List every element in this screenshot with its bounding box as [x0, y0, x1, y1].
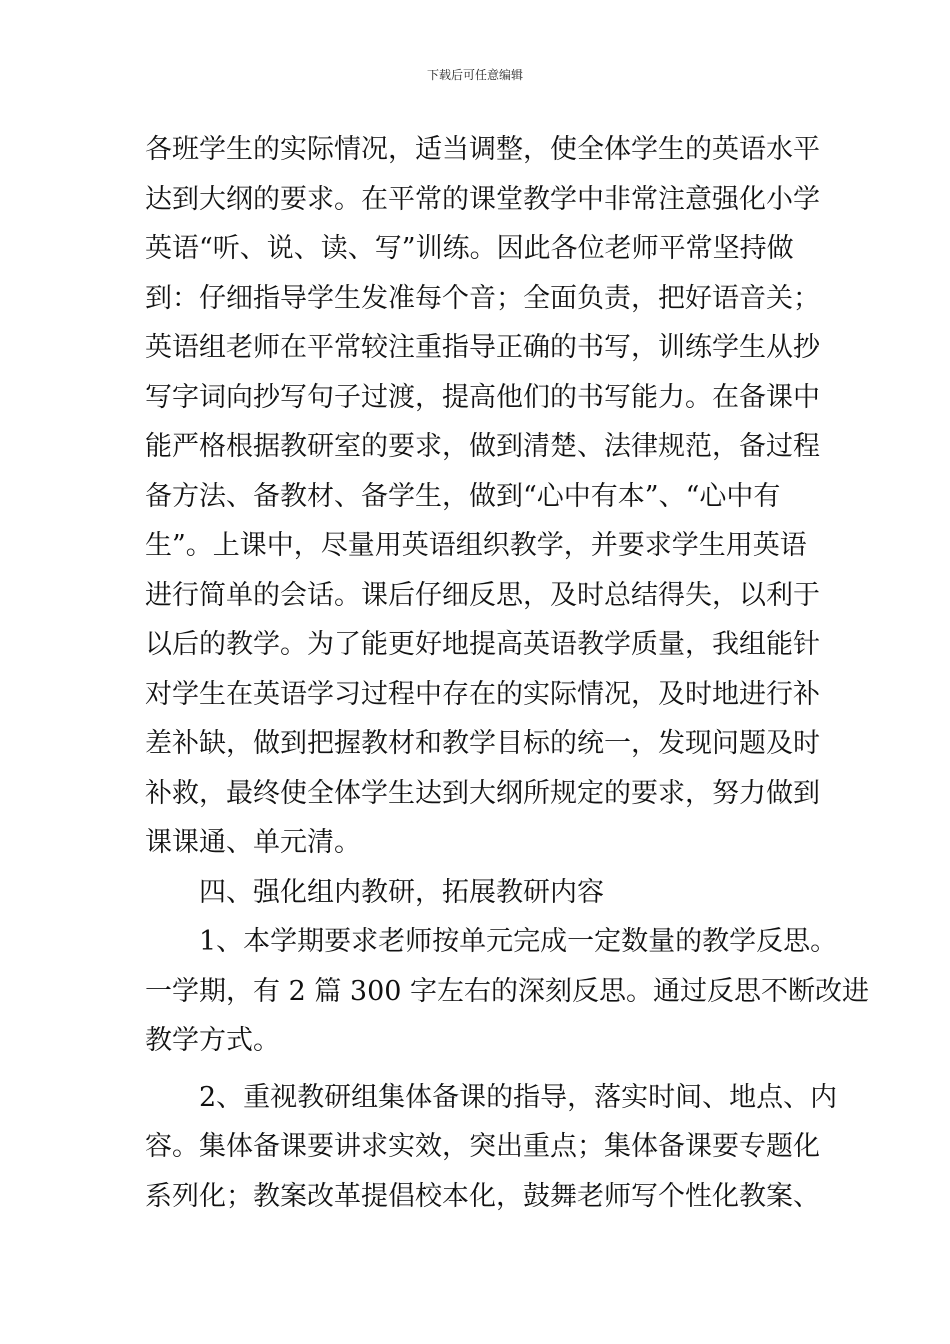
text-line: 英语“听、说、读、写”训练。因此各位老师平常坚持做 [145, 233, 794, 264]
text-line: 容。集体备课要讲求实效，突出重点；集体备课要专题化 [145, 1131, 820, 1162]
text-line: 达到大纲的要求。在平常的课堂教学中非常注意强化小学 [145, 183, 820, 215]
paragraph-gap [145, 1066, 815, 1073]
text-line: 课课通、单元清。 [145, 827, 361, 858]
text-line: 差补缺，做到把握教材和教学目标的统一，发现问题及时 [145, 728, 820, 759]
text-line: 能严格根据教研室的要求，做到清楚、法律规范，备过程 [145, 431, 820, 462]
page-header: 下载后可任意编辑 [426, 68, 523, 82]
text-line: 以后的教学。为了能更好地提高英语教学质量，我组能针 [145, 629, 820, 660]
document-body [145, 125, 870, 1221]
paragraph-start: 1、本学期要求老师按单元完成一定数量的教学反思。 [145, 926, 838, 957]
paragraph-start: 2、重视教研组集体备课的指导，落实时间、地点、内 [145, 1081, 838, 1113]
text-line: 一学期，有 2 篇 300 字左右的深刻反思。通过反思不断改进 [145, 975, 870, 1007]
text-line: 写字词向抄写句子过渡，提高他们的书写能力。在备课中 [145, 381, 820, 413]
text-line: 教学方式。 [145, 1025, 280, 1056]
text-line: 各班学生的实际情况，适当调整，使全体学生的英语水平 [145, 134, 820, 165]
text-line: 备方法、备教材、备学生，做到“心中有本”、“心中有 [145, 480, 781, 512]
text-line: 生”。上课中，尽量用英语组织教学，并要求学生用英语 [145, 530, 807, 561]
text-line: 补救，最终使全体学生达到大纲所规定的要求，努力做到 [145, 777, 820, 809]
section-heading: 四、强化组内教研，拓展教研内容 [145, 876, 604, 908]
text-line: 对学生在英语学习过程中存在的实际情况，及时地进行补 [145, 678, 820, 710]
text-line: 到：仔细指导学生发准每个音；全面负责，把好语音关； [145, 282, 820, 314]
text-line: 进行简单的会话。课后仔细反思，及时总结得失，以利于 [145, 579, 820, 611]
text-line: 系列化；教案改革提倡校本化，鼓舞老师写个性化教案、 [145, 1180, 820, 1212]
text-line: 英语组老师在平常较注重指导正确的书写，训练学生从抄 [145, 332, 820, 363]
